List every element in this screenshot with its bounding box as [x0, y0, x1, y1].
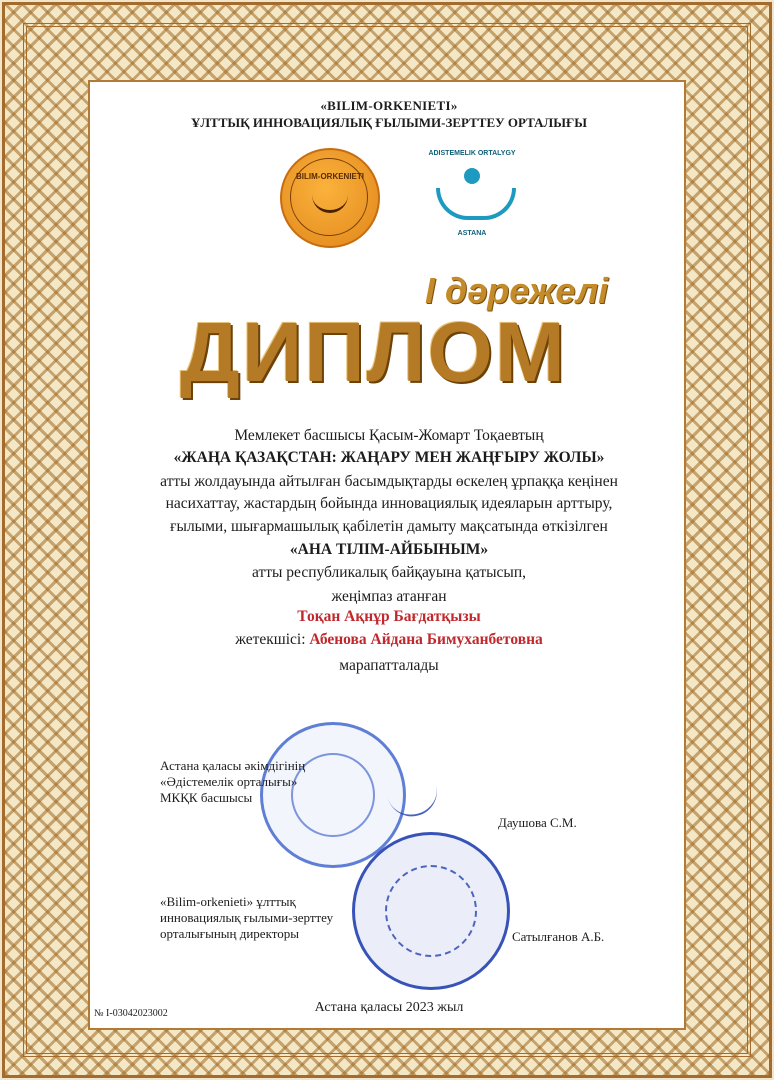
- awarded-text: марапатталады: [339, 657, 439, 674]
- logo-right-city: ASTANA: [457, 230, 487, 237]
- open-book-icon: [436, 188, 516, 220]
- signatory-1-title: [160, 758, 305, 806]
- supervisor-name: Абенова Айдана Бимуханбетовна: [309, 631, 543, 648]
- logo-left-text: BILIM-ORKENIETI: [296, 172, 364, 181]
- body-line-1: Мемлекет басшысы Қасым-Жомарт Тоқаевтың: [234, 427, 544, 444]
- logo-right-arc-text: ADISTEMELIK ORTALYGY: [428, 150, 516, 157]
- body-line-3: атты жолдауында айтылған басымдықтарды өскелең ұрпаққа кеңінен: [160, 473, 618, 490]
- sig2-line-1: «Bilim-orkenieti» ұлттық: [160, 894, 296, 909]
- sig1-line-2: «Әдістемелік орталығы»: [160, 774, 298, 789]
- body-line-5: ғылыми, шығармашылық қабілетін дамыту мақсатында өткізілген: [170, 518, 608, 535]
- seal-inner-ring: [385, 865, 477, 957]
- bilim-orkenieti-seal: [352, 832, 510, 990]
- bilim-orkenieti-logo: [280, 148, 380, 248]
- diploma-paper: [88, 80, 686, 1030]
- signatory-2-title: [160, 894, 333, 942]
- diploma-number: № I-03042023002: [94, 1008, 168, 1019]
- adistemelik-logo: [416, 148, 528, 248]
- body-line-7: атты республикалық байқауына қатысып,: [251, 564, 526, 581]
- person-icon: [464, 168, 480, 184]
- diploma-title: ДИПЛОМ: [180, 305, 567, 399]
- place-year: Астана қаласы 2023 жыл: [314, 1000, 464, 1015]
- body-line-2: «ЖАҢА ҚАЗАҚСТАН: ЖАҢАРУ МЕН ЖАҢҒЫРУ ЖОЛЫ»: [173, 449, 605, 466]
- body-line-6: «АНА ТІЛІМ-АЙБЫНЫМ»: [289, 541, 489, 558]
- recipient-name: Тоқан Ақнұр Бағдатқызы: [297, 608, 481, 625]
- sig1-line-1: Астана қаласы әкімдігінің: [160, 758, 306, 773]
- sig1-line-3: МКҚК басшысы: [160, 790, 253, 805]
- signatory-2-name: Сатылғанов А.Б.: [512, 929, 605, 944]
- supervisor-label: жетекшісі:: [235, 631, 306, 648]
- degree-label: I дәрежелі: [425, 270, 609, 311]
- sig2-line-3: орталығының директоры: [160, 926, 299, 941]
- body-line-8: жеңімпаз атанған: [331, 588, 447, 605]
- signatory-1-name: Даушова С.М.: [498, 815, 577, 830]
- body-line-4: насихаттау, жастардың бойында инновациялық идеяларын арттыру,: [165, 495, 613, 512]
- supervisor-line: [90, 631, 688, 649]
- org-name: «BILIM-ORKENIETI»: [320, 98, 458, 113]
- org-subtitle: ҰЛТТЫҚ ИННОВАЦИЯЛЫҚ ҒЫЛЫМИ-ЗЕРТТЕУ ОРТАЛЫҒЫ: [190, 115, 588, 130]
- sig2-line-2: инновациялық ғылыми-зерттеу: [160, 910, 334, 925]
